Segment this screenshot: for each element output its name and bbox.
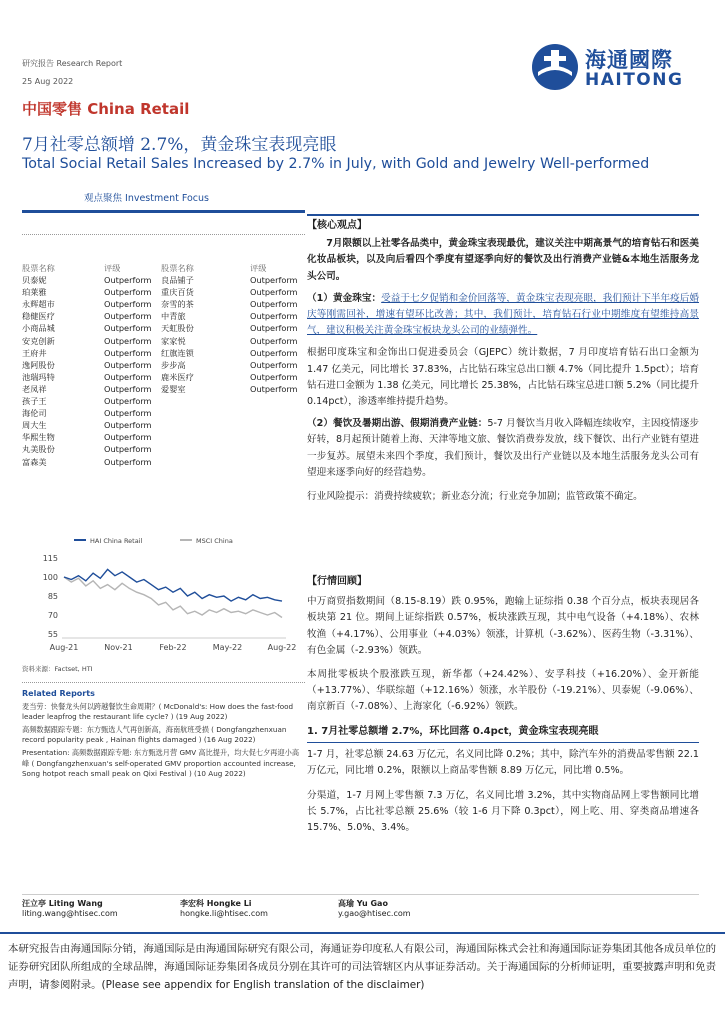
- header-rating: 评级: [250, 263, 267, 273]
- section1-heading: 1. 7月社零总额增 2.7%，环比回落 0.4pct，黄金珠宝表现亮眼: [307, 724, 699, 743]
- stock-rating: Outperform: [104, 359, 152, 370]
- stock-row: [22, 420, 304, 432]
- core-heading: 【核心观点】: [307, 220, 367, 231]
- stock-name: 安克创新: [22, 335, 55, 346]
- authors-rule: [22, 894, 699, 895]
- stock-rating: Outperform: [104, 311, 152, 322]
- sector-title: 中国零售 China Retail: [22, 100, 190, 118]
- y-tick-label: 85: [47, 592, 58, 601]
- stock-name: 鹿米医疗: [161, 371, 194, 382]
- stock-name: 家家悦: [161, 335, 186, 346]
- stock-row: [22, 396, 304, 408]
- stock-row: [22, 275, 304, 287]
- title-cn: 7月社零总额增 2.7%，黄金珠宝表现亮眼: [22, 135, 337, 155]
- stock-header-row: [22, 263, 304, 275]
- stock-row: [22, 457, 304, 469]
- stocks-top-rule: [22, 234, 305, 235]
- core-lead: 7月限额以上社零各品类中，黄金珠宝表现最优，建议关注中期高景气的培育钻石和医美化妆品板块，以及向后看四个季度有望逐季向好的餐饮及出行消费产业链&本地生活服务龙头公司。: [307, 238, 699, 282]
- chart-svg: [22, 530, 304, 660]
- focus-rule: [22, 210, 305, 213]
- stock-rating: Outperform: [104, 335, 152, 346]
- stock-rating: Outperform: [250, 323, 298, 334]
- stock-row: [22, 360, 304, 372]
- stock-name: 老凤祥: [22, 383, 47, 394]
- market-p2: 本周批零板块个股涨跌互现，新华都（+24.42%）、安孚科技（+16.20%）、金开新能（+13.77%）、华联综超（+12.16%）领涨，水羊股份（-19.21%）、贝泰妮（-9.06%）、南京新百（-7.08%）、上海家化（-6.92%）领跌。: [307, 669, 699, 713]
- author-wang: [22, 898, 118, 918]
- stock-rating: Outperform: [104, 444, 152, 455]
- stock-name: 中青旅: [161, 311, 186, 322]
- section1-p1: 1-7 月，社零总额 24.63 万亿元，名义同比降 0.2%；其中，除汽车外的消费品零售额 22.1 万亿元，同比增 0.2%，限额以上商品零售额 8.89 万亿元，同比增 0.5%。: [307, 749, 699, 777]
- stock-name: 红旗连锁: [161, 347, 194, 358]
- stock-name: 池瑞玛特: [22, 371, 55, 382]
- author-email[interactable]: liting.wang@htisec.com: [22, 909, 118, 918]
- x-tick-label: May-22: [212, 643, 243, 652]
- market-review: [307, 574, 699, 716]
- stock-rating: Outperform: [250, 371, 298, 382]
- report-type: 研究报告 Research Report: [22, 59, 123, 68]
- stock-name: 逸阿股份: [22, 359, 55, 370]
- stock-name: 周大生: [22, 420, 47, 431]
- stock-name: 王府井: [22, 347, 47, 358]
- logo-cn: 海通國際: [585, 48, 673, 72]
- disclaimer: 本研究报告由海通国际分销，海通国际是由海通国际研究有限公司，海通证券印度私人有限公司，海通国际株式会社和海通国际证券集团其他各成员单位的证券研究团队所组成的全球品牌，海通国际证券集团各成员分别在其许可的司法管辖区内从事证券活动。关于海通国际的分析师证明，重要披露声明和免责声明，请参阅附录。(Please see appendix for English translation of the disclaimer): [8, 943, 716, 991]
- gjepc-paragraph: 根据印度珠宝和金饰出口促进委员会（GJEPC）统计数据，7 月印度培育钻石出口金额为 1.47 亿美元，同比增长 37.83%，占比钻石珠宝总出口额 4.7%（同比提升 1.5pct）；培育钻石进口金额为 1.38 亿美元，同比增长 25.38%，占比钻石珠宝总进口额 5.2%（同比提升 0.14pct），渗透率维持提升趋势。: [307, 347, 699, 408]
- stock-table: [22, 263, 304, 469]
- y-tick-label: 100: [42, 573, 58, 582]
- jewelry-text: 受益于七夕促销和金价回落等，黄金珠宝表现亮眼，我们预计下半年疫后婚庆等刚需回补，增速有望环比改善；其中，我们预计，培育钻石行业中期维度有望维持高景气，建议积极关注黄金珠宝板块龙头公司的业绩弹性。: [307, 292, 699, 337]
- legend-label-msci: MSCI China: [196, 537, 233, 545]
- stock-row: [22, 384, 304, 396]
- stock-rating: Outperform: [104, 456, 152, 467]
- report-date: 25 Aug 2022: [22, 77, 74, 86]
- market-heading: 【行情回顾】: [307, 576, 367, 587]
- author-li: [180, 898, 268, 918]
- stock-name: 良品铺子: [161, 275, 194, 286]
- y-tick-label: 55: [47, 630, 58, 639]
- related-heading: Related Reports: [22, 689, 95, 698]
- stock-row: [22, 336, 304, 348]
- stock-name: 小商品城: [22, 323, 55, 334]
- stock-name: 珀莱雅: [22, 287, 47, 298]
- core-view: [307, 218, 699, 505]
- stock-row: [22, 348, 304, 360]
- stock-row: [22, 432, 304, 444]
- author-name: 李宏科 Hongke Li: [180, 899, 252, 908]
- author-email[interactable]: y.gao@htisec.com: [338, 909, 411, 918]
- section-1: [307, 724, 699, 836]
- focus-label: 观点聚焦 Investment Focus: [84, 193, 209, 204]
- stock-name: 永辉超市: [22, 299, 55, 310]
- y-tick-label: 115: [42, 554, 58, 563]
- catering-label: （2）餐饮及暑期出游、假期消费产业链：: [307, 418, 488, 430]
- related-item[interactable]: 高频数据跟踪专题：东方甄选人气再创新高，海南航班受损 ( Dongfangzhenxuan record popularity peak , Hainan flights damaged ) (16 Aug 2022): [22, 724, 287, 745]
- stock-row: [22, 444, 304, 456]
- title-en: Total Social Retail Sales Increased by 2.7% in July, with Gold and Jewelry Well-performed: [22, 156, 650, 172]
- stock-rating: Outperform: [250, 311, 298, 322]
- header-stock-name: 股票名称: [22, 263, 55, 273]
- author-email[interactable]: hongke.li@htisec.com: [180, 909, 268, 918]
- stock-row: [22, 408, 304, 420]
- stock-rating: Outperform: [250, 383, 298, 394]
- legend-label-hai: HAI China Retail: [90, 537, 143, 545]
- stock-name: 丸美股份: [22, 444, 55, 455]
- header-rating: 评级: [104, 263, 121, 273]
- stock-row: [22, 323, 304, 335]
- risk-text: 行业风险提示：消费持续疲软；新业态分流；行业竞争加剧；监管政策不确定。: [307, 491, 643, 503]
- stock-rating: Outperform: [250, 359, 298, 370]
- stock-rating: Outperform: [104, 432, 152, 443]
- author-name: 高瑜 Yu Gao: [338, 899, 388, 908]
- stock-rating: Outperform: [250, 347, 298, 358]
- x-tick-label: Aug-21: [49, 643, 79, 652]
- stock-name: 步步高: [161, 359, 186, 370]
- stock-name: 海伦司: [22, 408, 47, 419]
- stock-rating: Outperform: [104, 371, 152, 382]
- x-tick-label: Nov-21: [104, 643, 133, 652]
- stock-name: 富森美: [22, 456, 47, 467]
- header-stock-name: 股票名称: [161, 263, 194, 273]
- stock-name: 贝泰妮: [22, 275, 47, 286]
- related-item[interactable]: 麦当劳：快餐龙头何以跨越餐饮生命周期？( McDonald's: How does the fast-food leader leapfrog the restaurant life cycle? ) (19 Aug 2022): [22, 701, 294, 722]
- logo-en: HAITONG: [585, 70, 684, 90]
- stock-rating: Outperform: [104, 420, 152, 431]
- x-tick-label: Aug-22: [267, 643, 297, 652]
- stock-row: [22, 287, 304, 299]
- stock-rating: Outperform: [104, 323, 152, 334]
- market-p1: 中万商贸指数期间（8.15-8.19）跌 0.95%，跑输上证综指 0.38 个百分点，板块表现居各板块第 21 位。期间上证综指跌 0.57%，板块涨跌互现，其中电气设备（+4.18%）、农林牧渔（+4.17%）、公用事业（+4.03%）领涨，计算机（-3.62%）、医药生物（-3.31%）、有色金属（-2.93%）领跌。: [307, 596, 699, 656]
- stock-name: 孩子王: [22, 396, 47, 407]
- jewelry-label: （1）黄金珠宝：: [307, 292, 382, 304]
- stock-rating: Outperform: [250, 299, 298, 310]
- stock-row: [22, 299, 304, 311]
- related-rule: [22, 682, 305, 683]
- author-gao: [338, 898, 411, 918]
- stock-rating: Outperform: [104, 275, 152, 286]
- catering-text: 5-7 月餐饮当月收入降幅连续收窄，主因疫情逐步好转，8月起预计随着上海、天津等地文旅、餐饮消费券发放，线下餐饮、出行产业链有望进一步复苏。展望未来四个季度，我们预计，餐饮及出行产业链以及本地生活服务龙头公司有望迎来逐季向好的经营趋势。: [307, 418, 699, 478]
- stock-rating: Outperform: [104, 408, 152, 419]
- stock-rating: Outperform: [250, 275, 298, 286]
- chart-source: 资料来源：Factset, HTI: [22, 665, 93, 673]
- stock-rating: Outperform: [250, 335, 298, 346]
- stock-name: 奈雪的茶: [161, 299, 194, 310]
- related-item[interactable]: Presentation: 高频数据跟踪专题: 东方甄选月营 GMV 高比提升，均大促七夕再迎小高峰 ( Dongfangzhenxuan's self-operated GMV proportion accounted increase, Song hotpot reach small peak on Qixi Festival ) (10 Aug 2022): [22, 747, 300, 779]
- disclaimer-rule: [0, 932, 725, 934]
- y-tick-label: 70: [47, 611, 58, 620]
- core-top-rule: [307, 214, 699, 216]
- stock-rating: Outperform: [250, 287, 298, 298]
- author-name: 汪立亭 Liting Wang: [22, 899, 103, 908]
- section1-p2: 分渠道，1-7 月网上零售额 7.3 万亿，名义同比增 3.2%，其中实物商品网上零售额同比增长 5.7%，占比社零总额 25.6%（较 1-6 月下降 0.3pct），网上吃、用、穿类商品增速各 15.7%、5.0%、3.4%。: [307, 789, 699, 834]
- stock-rating: Outperform: [104, 396, 152, 407]
- stock-row: [22, 372, 304, 384]
- stock-name: 稳健医疗: [22, 311, 55, 322]
- stock-rating: Outperform: [104, 347, 152, 358]
- stock-name: 爱婴室: [161, 383, 186, 394]
- stock-rating: Outperform: [104, 287, 152, 298]
- performance-chart: [22, 530, 304, 660]
- stock-rating: Outperform: [104, 299, 152, 310]
- stock-name: 天虹股份: [161, 323, 194, 334]
- related-reports: [22, 689, 302, 780]
- stock-name: 华熙生物: [22, 432, 55, 443]
- stock-rating: Outperform: [104, 383, 152, 394]
- x-tick-label: Feb-22: [159, 643, 187, 652]
- stock-name: 重庆百货: [161, 287, 194, 298]
- stock-row: [22, 311, 304, 323]
- haitong-logo-icon: [530, 42, 580, 92]
